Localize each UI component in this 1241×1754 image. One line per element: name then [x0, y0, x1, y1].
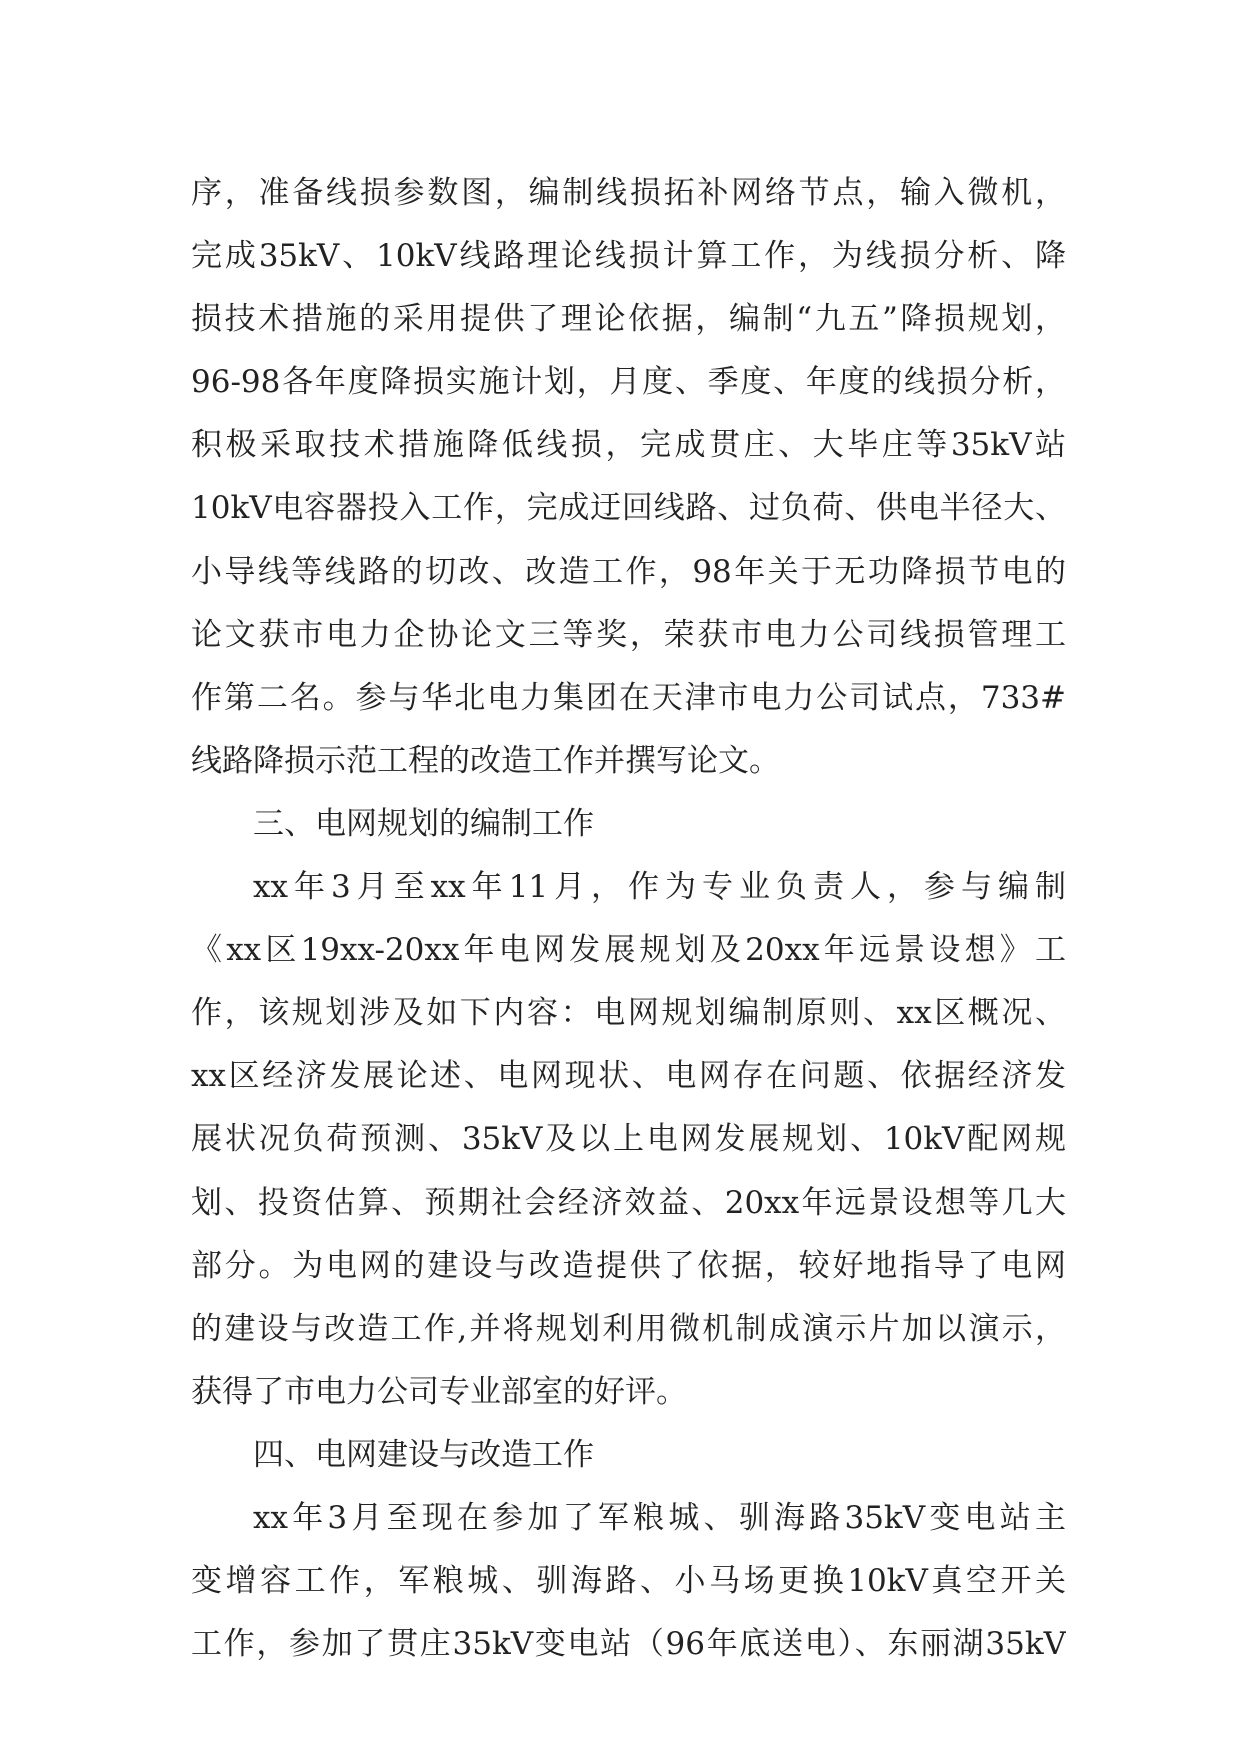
text-line: xx年3月至xx年11月，作为专业负责人，参与编制: [253, 869, 1066, 906]
text-line: xx区经济发展论述、电网现状、电网存在问题、依据经济发: [191, 1058, 1066, 1095]
text-line: 获得了市电力公司专业部室的好评。: [191, 1373, 687, 1410]
text-line: 96-98各年度降损实施计划，月度、季度、年度的线损分析，: [191, 364, 1066, 401]
text-line: 《xx区19xx-20xx年电网发展规划及20xx年远景设想》工: [191, 932, 1066, 969]
text-line: 论文获市电力企协论文三等奖，荣获市电力公司线损管理工: [191, 616, 1066, 653]
text-line: 作，该规划涉及如下内容：电网规划编制原则、xx区概况、: [191, 995, 1066, 1032]
text-line: 序，准备线损参数图，编制线损拓补网络节点，输入微机，: [191, 175, 1066, 211]
text-line: 线路降损示范工程的改造工作并撰写论文。: [191, 742, 780, 779]
text-line: 划、投资估算、预期社会经济效益、20xx年远景设想等几大: [191, 1184, 1066, 1221]
text-line: 积极采取技术措施降低线损，完成贯庄、大毕庄等35kV站: [191, 427, 1066, 464]
section-heading: 三、电网规划的编制工作: [253, 805, 594, 842]
text-line: 10kV电容器投入工作，完成迂回线路、过负荷、供电半径大、: [191, 490, 1066, 527]
section-heading: 四、电网建设与改造工作: [253, 1436, 594, 1473]
text-line: 的建设与改造工作,并将规划利用微机制成演示片加以演示，: [191, 1310, 1066, 1347]
text-line: 小导线等线路的切改、改造工作，98年关于无功降损节电的: [191, 553, 1066, 590]
text-line: 变增容工作，军粮城、驯海路、小马场更换10kV真空开关: [191, 1563, 1066, 1600]
document-body: [191, 162, 1066, 1676]
text-line: 展状况负荷预测、35kV及以上电网发展规划、10kV配网规: [191, 1121, 1066, 1158]
text-line: 部分。为电网的建设与改造提供了依据，较好地指导了电网: [191, 1247, 1066, 1284]
text-line: 工作，参加了贯庄35kV变电站（96年底送电）、东丽湖35kV: [191, 1626, 1066, 1663]
text-line: 作第二名。参与华北电力集团在天津市电力公司试点，733#: [191, 679, 1066, 716]
text-line: 完成35kV、10kV线路理论线损计算工作，为线损分析、降: [191, 238, 1066, 275]
text-line: xx年3月至现在参加了军粮城、驯海路35kV变电站主: [253, 1499, 1066, 1536]
text-line: 损技术措施的采用提供了理论依据，编制“九五”降损规划，: [191, 301, 1066, 338]
